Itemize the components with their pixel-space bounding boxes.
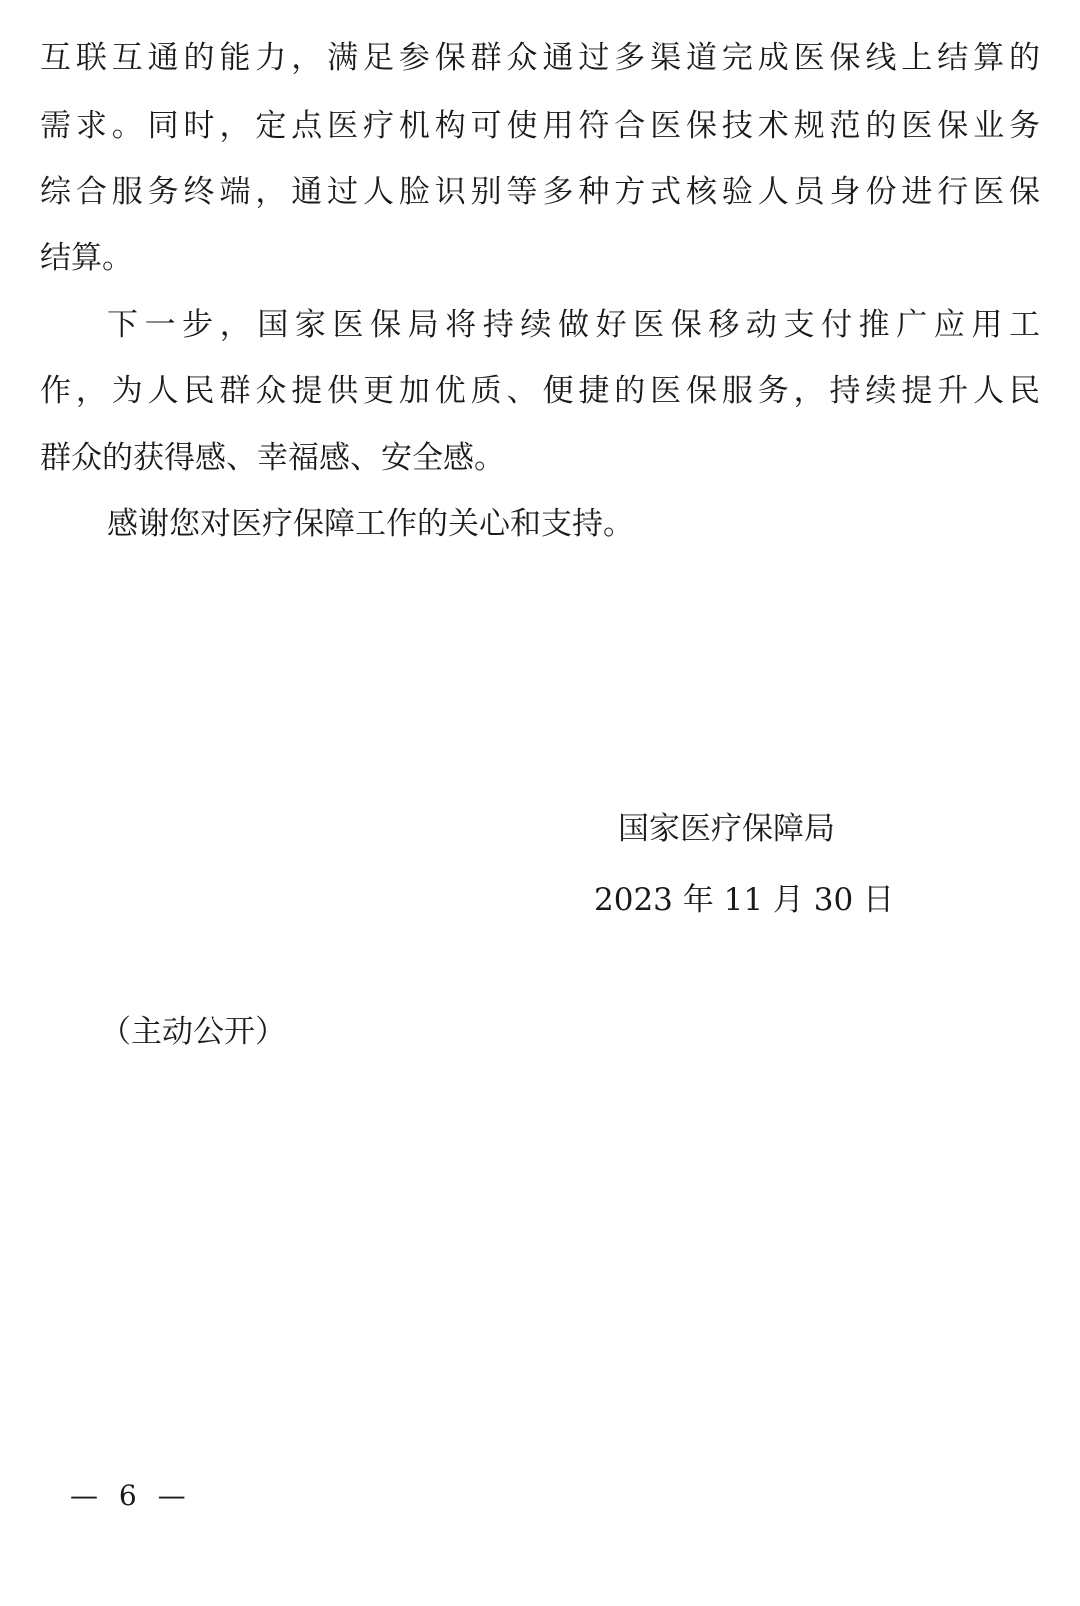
body-line: 作，为人民群众提供更加优质、便捷的医保服务，持续提升人民 [40, 373, 1040, 409]
signature-organization: 国家医疗保障局 [618, 811, 835, 847]
page-number: — 6 — [70, 1479, 192, 1512]
body-line: 感谢您对医疗保障工作的关心和支持。 [107, 506, 634, 542]
body-line: 下一步，国家医保局将持续做好医保移动支付推广应用工 [107, 307, 1040, 343]
body-line: 互联互通的能力，满足参保群众通过多渠道完成医保线上结算的 [40, 40, 1040, 76]
body-line: 群众的获得感、幸福感、安全感。 [40, 440, 505, 476]
disclosure-note: （主动公开） [100, 1014, 286, 1050]
body-line: 综合服务终端，通过人脸识别等多种方式核验人员身份进行医保 [40, 174, 1040, 210]
body-line: 结算。 [40, 240, 133, 276]
signature-date: 2023 年 11 月 30 日 [594, 882, 895, 918]
body-line: 需求。同时，定点医疗机构可使用符合医保技术规范的医保业务 [40, 108, 1040, 144]
